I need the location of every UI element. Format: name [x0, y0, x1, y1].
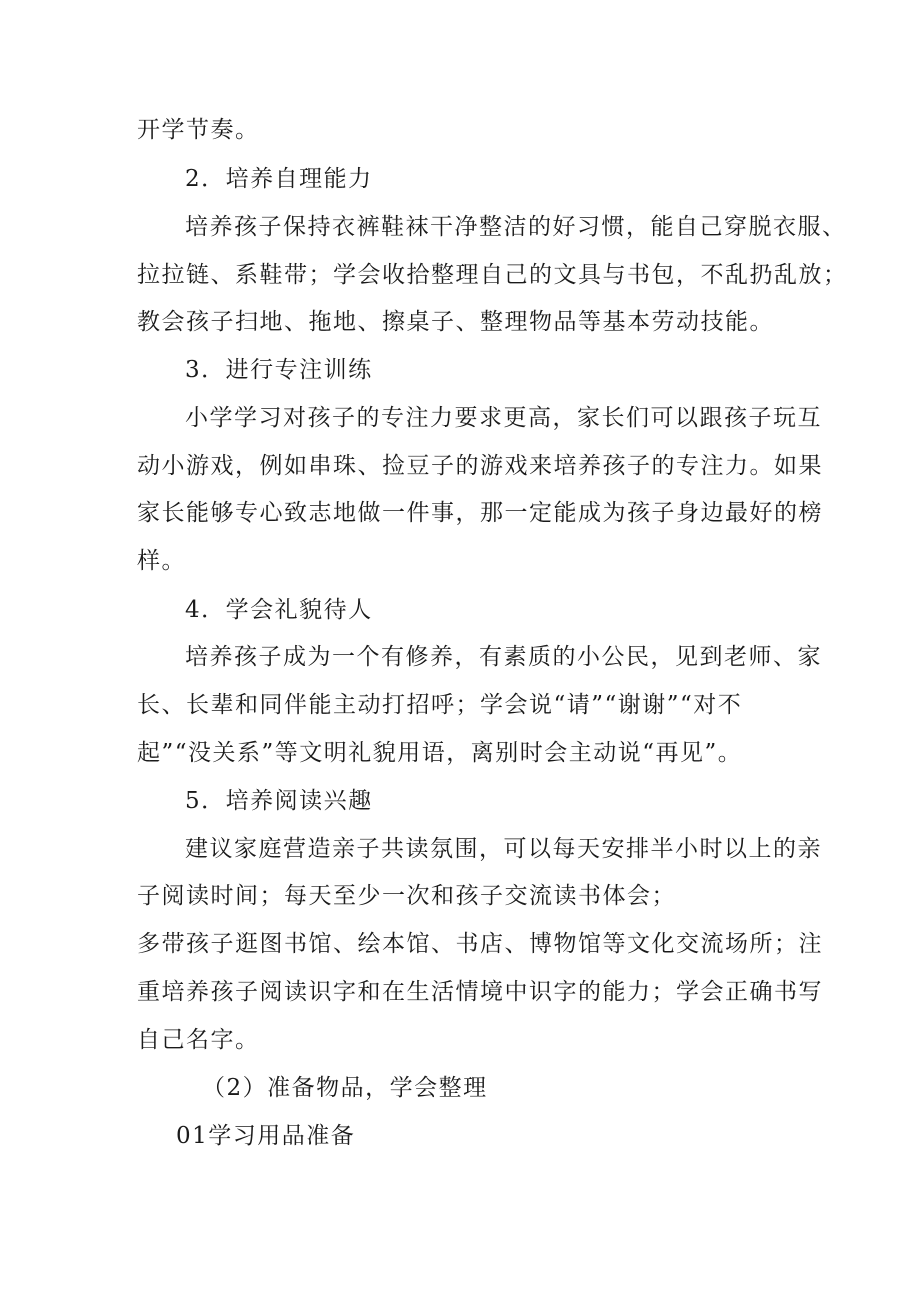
- paragraph-line: 子阅读时间；每天至少一次和孩子交流读书体会；: [137, 883, 676, 909]
- section-heading: 2．培养自理能力: [185, 166, 373, 192]
- subsection-heading: （2）准备物品，学会整理: [202, 1075, 488, 1101]
- paragraph-line: 动小游戏，例如串珠、捡豆子的游戏来培养孩子的专注力。如果: [137, 453, 823, 479]
- section-heading: 4．学会礼貌待人: [185, 597, 373, 623]
- paragraph-line: 培养孩子保持衣裤鞋袜干净整洁的好习惯，能自己穿脱衣服、: [185, 214, 847, 240]
- paragraph-line: 教会孩子扫地、拖地、擦桌子、整理物品等基本劳动技能。: [137, 309, 774, 335]
- paragraph-line: 家长能够专心致志地做一件事，那一定能成为孩子身边最好的榜: [137, 500, 823, 526]
- paragraph-line: 样。: [137, 548, 186, 574]
- paragraph-line: 多带孩子逛图书馆、绘本馆、书店、博物馆等文化交流场所；注: [137, 931, 823, 957]
- paragraph-line: 起”“没关系”等文明礼貌用语，离别时会主动说“再见”。: [137, 740, 743, 766]
- paragraph-line: 培养孩子成为一个有修养，有素质的小公民，见到老师、家: [185, 644, 822, 670]
- section-heading: 5．培养阅读兴趣: [185, 788, 373, 814]
- paragraph-line: 拉拉链、系鞋带；学会收拾整理自己的文具与书包，不乱扔乱放；: [137, 262, 848, 288]
- paragraph-line: 重培养孩子阅读识字和在生活情境中识字的能力；学会正确书写: [137, 979, 823, 1005]
- paragraph-line: 建议家庭营造亲子共读氛围，可以每天安排半小时以上的亲: [185, 836, 822, 862]
- section-heading: 3．进行专注训练: [185, 357, 373, 383]
- paragraph-line: 自己名字。: [137, 1027, 260, 1053]
- paragraph-line: 小学学习对孩子的专注力要求更高，家长们可以跟孩子玩互: [185, 405, 822, 431]
- item-heading: 01学习用品准备: [176, 1123, 356, 1149]
- paragraph-line: 长、长辈和同伴能主动打招呼；学会说“请”“谢谢”“对不: [137, 692, 743, 718]
- paragraph-line: 开学节奏。: [137, 117, 260, 143]
